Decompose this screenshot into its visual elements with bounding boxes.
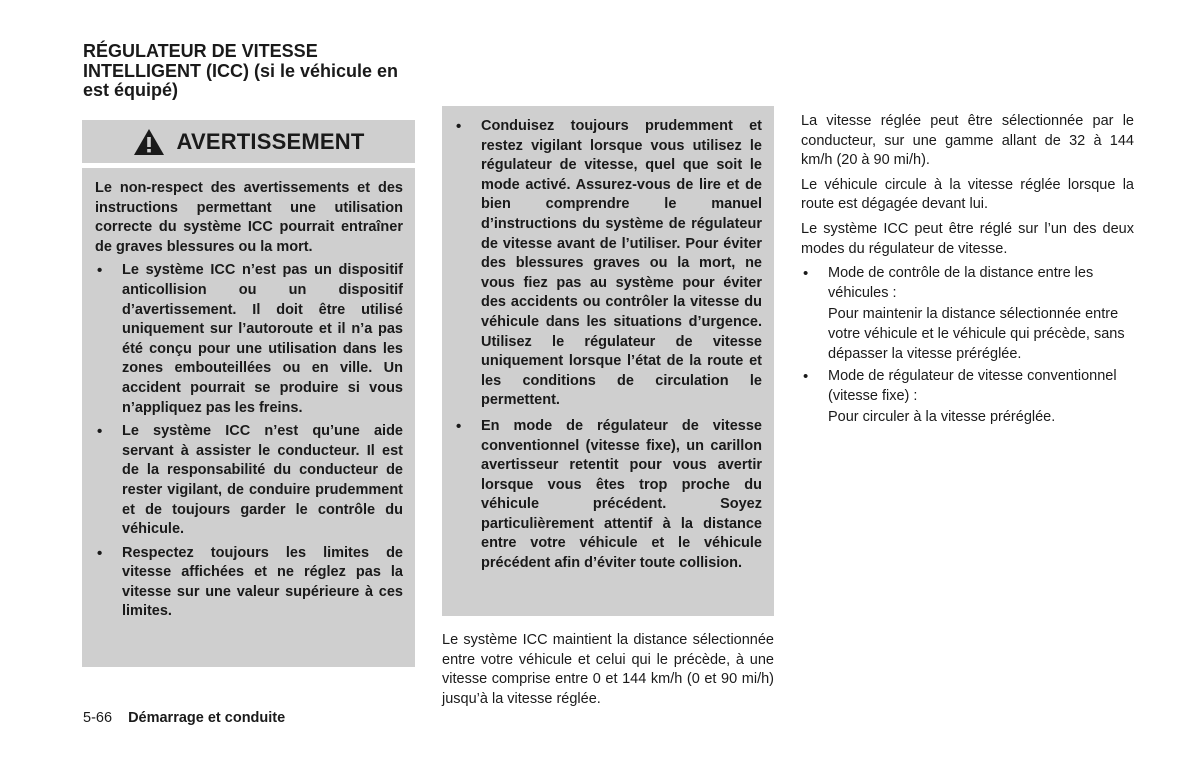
section-title: RÉGULATEUR DE VITESSE INTELLIGENT (ICC) (si le véhicule en est équipé): [83, 41, 399, 100]
warning-label: AVERTISSEMENT: [176, 128, 365, 154]
mode-name: Mode de contrôle de la distance entre les véhicules :: [828, 265, 1094, 301]
warning-box-left: [82, 168, 415, 667]
mode-list: [801, 264, 1134, 428]
warning-box-right: [442, 106, 774, 616]
warning-bullet: • En mode de régulateur de vitesse conventionnel (vitesse fixe), un carillon avertisseur retentit pour vous avertir lorsque vous êtes trop proche du véhicule précédent. Soyez particulièrement attentif à la distance entre votre véhicule et le véhicule précédent afin d’éviter toute collision.: [454, 417, 762, 574]
body-paragraph: Le système ICC peut être réglé sur l’un des deux modes du régulateur de vitesse.: [801, 220, 1134, 257]
mode-description: Pour circuler à la vitesse préréglée.: [828, 409, 1056, 426]
warning-bullet: • Le système ICC n’est qu’une aide servant à assister le conducteur. Il est de la responsabilité du conducteur de rester vigilant, de conduire prudemment et de toujours garder le contrôle du véhicule.: [95, 422, 403, 540]
mode-description: Pour maintenir la distance sélectionnée entre votre véhicule et le véhicule qui précède, sans dépasser la vitesse préréglée.: [828, 306, 1125, 362]
warning-list-right: [454, 117, 762, 574]
mode-name: Mode de régulateur de vitesse conventionnel (vitesse fixe) :: [828, 368, 1117, 404]
page-number: 5-66: [83, 710, 113, 726]
warning-bullet: • Le système ICC n’est pas un dispositif anticollision ou un dispositif d’avertissement. Il doit être utilisé uniquement sur l’autoroute et il n’a pas été conçu pour une utilisation dans les zones embouteillées ou en ville. Un accident pourrait se produire si vous n’appliquez pas les freins.: [95, 261, 403, 418]
warning-bullet: • Conduisez toujours prudemment et restez vigilant lorsque vous utilisez le régulateur de vitesse, quel que soit le mode activé. Assurez-vous de lire et de bien comprendre le manuel d’instructions du système de régulateur de vitesse avant de l’utiliser. Pour éviter des blessures graves ou la mort, ne vous fiez pas au système pour éviter des accidents ou contrôler la vitesse du véhicule dans les situations d’urgence. Utilisez le régulateur de vitesse uniquement lorsque l’état de la route et les conditions de circulation le permettent.: [454, 117, 762, 411]
mode-item: [801, 367, 1134, 428]
chapter-name: Démarrage et conduite: [128, 710, 286, 726]
warning-bullet: • Respectez toujours les limites de vitesse affichées et ne réglez pas la vitesse sur une valeur supérieure à ces limites.: [95, 544, 403, 622]
right-column: [801, 112, 1134, 431]
page-footer: [83, 710, 285, 726]
warning-intro: Le non-respect des avertissements et des instructions permettant une utilisation correcte du système ICC pourrait entraîner de graves blessures ou la mort.: [95, 180, 403, 255]
warning-header: [82, 120, 415, 163]
body-paragraph: Le véhicule circule à la vitesse réglée lorsque la route est dégagée devant lui.: [801, 176, 1134, 213]
mode-item: [801, 264, 1134, 364]
body-paragraph: La vitesse réglée peut être sélectionnée par le conducteur, sur une gamme allant de 32 à 144 km/h (20 à 90 mi/h).: [801, 113, 1134, 169]
icc-description-paragraph: Le système ICC maintient la distance sélectionnée entre votre véhicule et celui qui le précède, à une vitesse comprise entre 0 et 144 km/h (0 et 90 mi/h) jusqu’à la vitesse réglée.: [442, 632, 774, 707]
warning-triangle-icon: [133, 128, 165, 156]
warning-list-left: [95, 261, 403, 622]
